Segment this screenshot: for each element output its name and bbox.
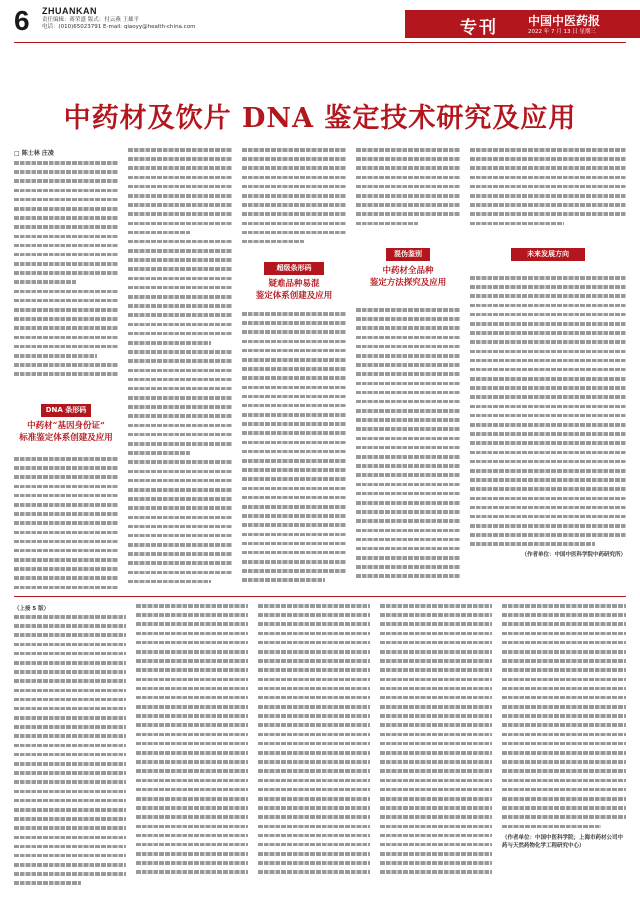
newspaper-name: 中国中医药报 <box>528 14 601 28</box>
column-5-upper <box>470 148 626 238</box>
section-title: 专刊 <box>460 18 498 38</box>
box-dna-barcode <box>14 404 118 444</box>
column-1-lower <box>14 452 118 592</box>
author-affiliation: （作者单位：中国中医科学院中药研究所） <box>521 551 626 558</box>
issue-date: 2022 年 7 月 13 日 星期三 <box>528 29 596 35</box>
column-2 <box>128 148 232 592</box>
box-dna-barcode-title-1: 中药材“基因身份证” <box>27 421 105 431</box>
lower-column-4 <box>380 604 492 894</box>
box-counterfeit-label: 混伪鉴别 <box>386 248 430 261</box>
lower-column-3 <box>258 604 370 894</box>
author-affiliation-2: （作者单位：中国中医科学院；上海市药材公司中药与天然药物化学工程研究中心） <box>502 834 624 849</box>
box-super-barcode-label: 超级条形码 <box>264 262 324 275</box>
box-counterfeit-title-2: 鉴定方法探究及应用 <box>369 278 447 288</box>
box-future-direction <box>470 248 626 268</box>
box-super-barcode <box>242 262 346 306</box>
section-divider <box>14 596 626 597</box>
box-counterfeit-identification <box>356 244 460 302</box>
column-5-lower <box>470 276 626 580</box>
section-name-en: ZHUANKAN <box>42 6 97 16</box>
column-3-upper <box>242 148 346 258</box>
contact-line: 电话：(010)65023791 E-mail: qiaoyy@health-china.com <box>42 24 196 30</box>
column-3-lower <box>242 312 346 592</box>
column-4-upper <box>356 148 460 238</box>
header-rule <box>14 42 626 43</box>
lower-column-1 <box>14 604 126 894</box>
section-band <box>405 10 640 38</box>
headline: 中药材及饮片 DNA 鉴定技术研究及应用 <box>63 103 577 134</box>
masthead-meta <box>42 17 195 31</box>
author-line: □ 陈士林 庄凌 <box>14 150 54 157</box>
box-dna-barcode-label: DNA 条形码 <box>41 404 91 417</box>
lower-column-5 <box>502 604 626 894</box>
box-super-barcode-title-2: 鉴定体系创建及应用 <box>255 291 333 301</box>
column-4-lower <box>356 308 460 592</box>
box-counterfeit-title-1: 中药材全品种 <box>382 266 434 276</box>
continued-from: （上接 5 版） <box>14 606 50 612</box>
column-1-upper <box>14 148 118 390</box>
editor-line: 责任编辑：蒋荣盛 版式：付云燕 王雄平 <box>42 17 139 23</box>
box-super-barcode-title-1: 疑难品种易混 <box>268 279 320 289</box>
page-number: 6 <box>14 5 30 36</box>
box-dna-barcode-title-2: 标准鉴定体系创建及应用 <box>19 433 113 443</box>
lower-column-2 <box>136 604 248 894</box>
box-future-label: 未来发展方向 <box>511 248 585 261</box>
